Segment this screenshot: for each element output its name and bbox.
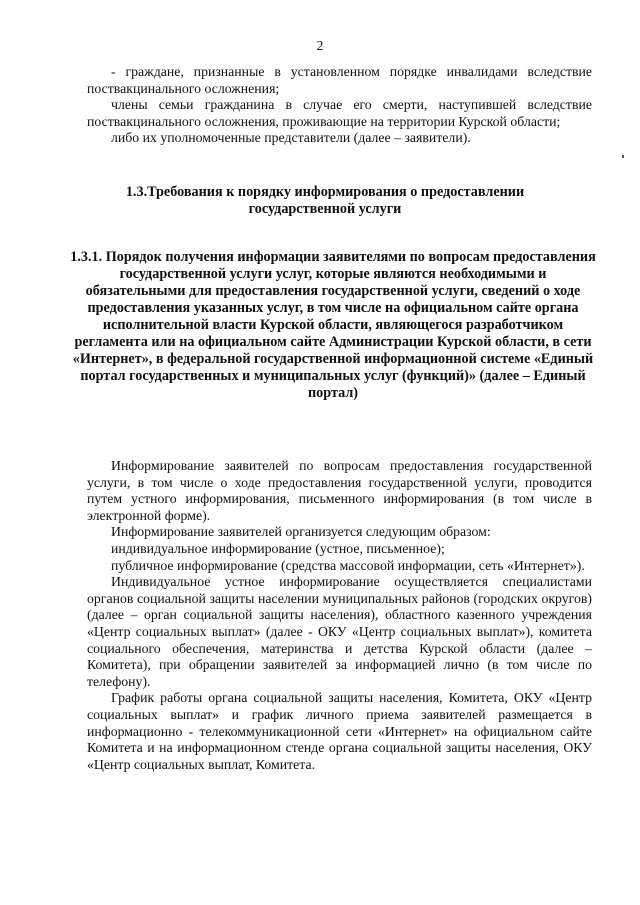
scan-artifact — [622, 155, 624, 158]
paragraph-public: публичное информирование (средства массовой информации, сеть «Интернет»). — [111, 557, 585, 573]
intro-line-disabled: - граждане, признанные в установленном порядке инвалидами вследствие поствакцинального осложнения; — [87, 64, 592, 96]
intro-line-family: члены семьи гражданина в случае его смерти, наступившей вследствие поствакцинального осложнения, проживающие на территории Курской области; — [87, 97, 592, 129]
paragraph-organized: Информирование заявителей организуется следующим образом: — [111, 524, 491, 540]
section-1-3-heading: 1.3.Требования к порядку информирования о предоставлении государственной услуги — [125, 184, 525, 217]
intro-block — [87, 64, 592, 147]
section-1-3-1-heading: 1.3.1. Порядок получения информации заявителями по вопросам предоставления государственной услуги услуг, которые являются необходимыми и обязательными для предоставления государственной услуги, сведений о ходе предоставления указанных услуг, в том числе на официальном сайте органа исполнительной власти Курской области, являющегося разработчиком регламента или на официальном сайте Администрации Курской области, в сети «Интернет», в федеральной государственной информационной системе «Единый портал государственных и муниципальных услуг (функций)» (далее – Единый портал) — [70, 249, 596, 401]
page-number: 2 — [316, 38, 324, 53]
body-block — [87, 458, 592, 773]
paragraph-oral-informing: Индивидуальное устное информирование осуществляется специалистами органов социальной защиты населении муниципальных районов (городских округов) (далее – орган социальной защиты населения), областного казенного учреждения «Центр социальных выплат» (далее - ОКУ «Центр социальных выплат»), комитета социального обеспечения, материнства и детства Курской области (далее – Комитета), при обращении заявителей за информацией лично (в том числе по телефону). — [87, 574, 592, 689]
intro-line-representatives: либо их уполномоченные представители (далее – заявители). — [111, 130, 471, 146]
paragraph-schedule: График работы органа социальной защиты населения, Комитета, ОКУ «Центр социальных выплат» и график личного приема заявителей размещается в информационно - телекоммуникационной сети «Интернет» на официальном сайте Комитета и на информационном стенде органа социальной защиты населения, ОКУ «Центр социальных выплат, Комитета. — [87, 690, 592, 772]
paragraph-informing: Информирование заявителей по вопросам предоставления государственной услуги, в том числе о ходе предоставления государственной услуги, проводится путем устного информирования, письменного информирования (в том числе в электронной форме). — [87, 458, 592, 523]
paragraph-individual: индивидуальное информирование (устное, письменное); — [111, 540, 445, 556]
